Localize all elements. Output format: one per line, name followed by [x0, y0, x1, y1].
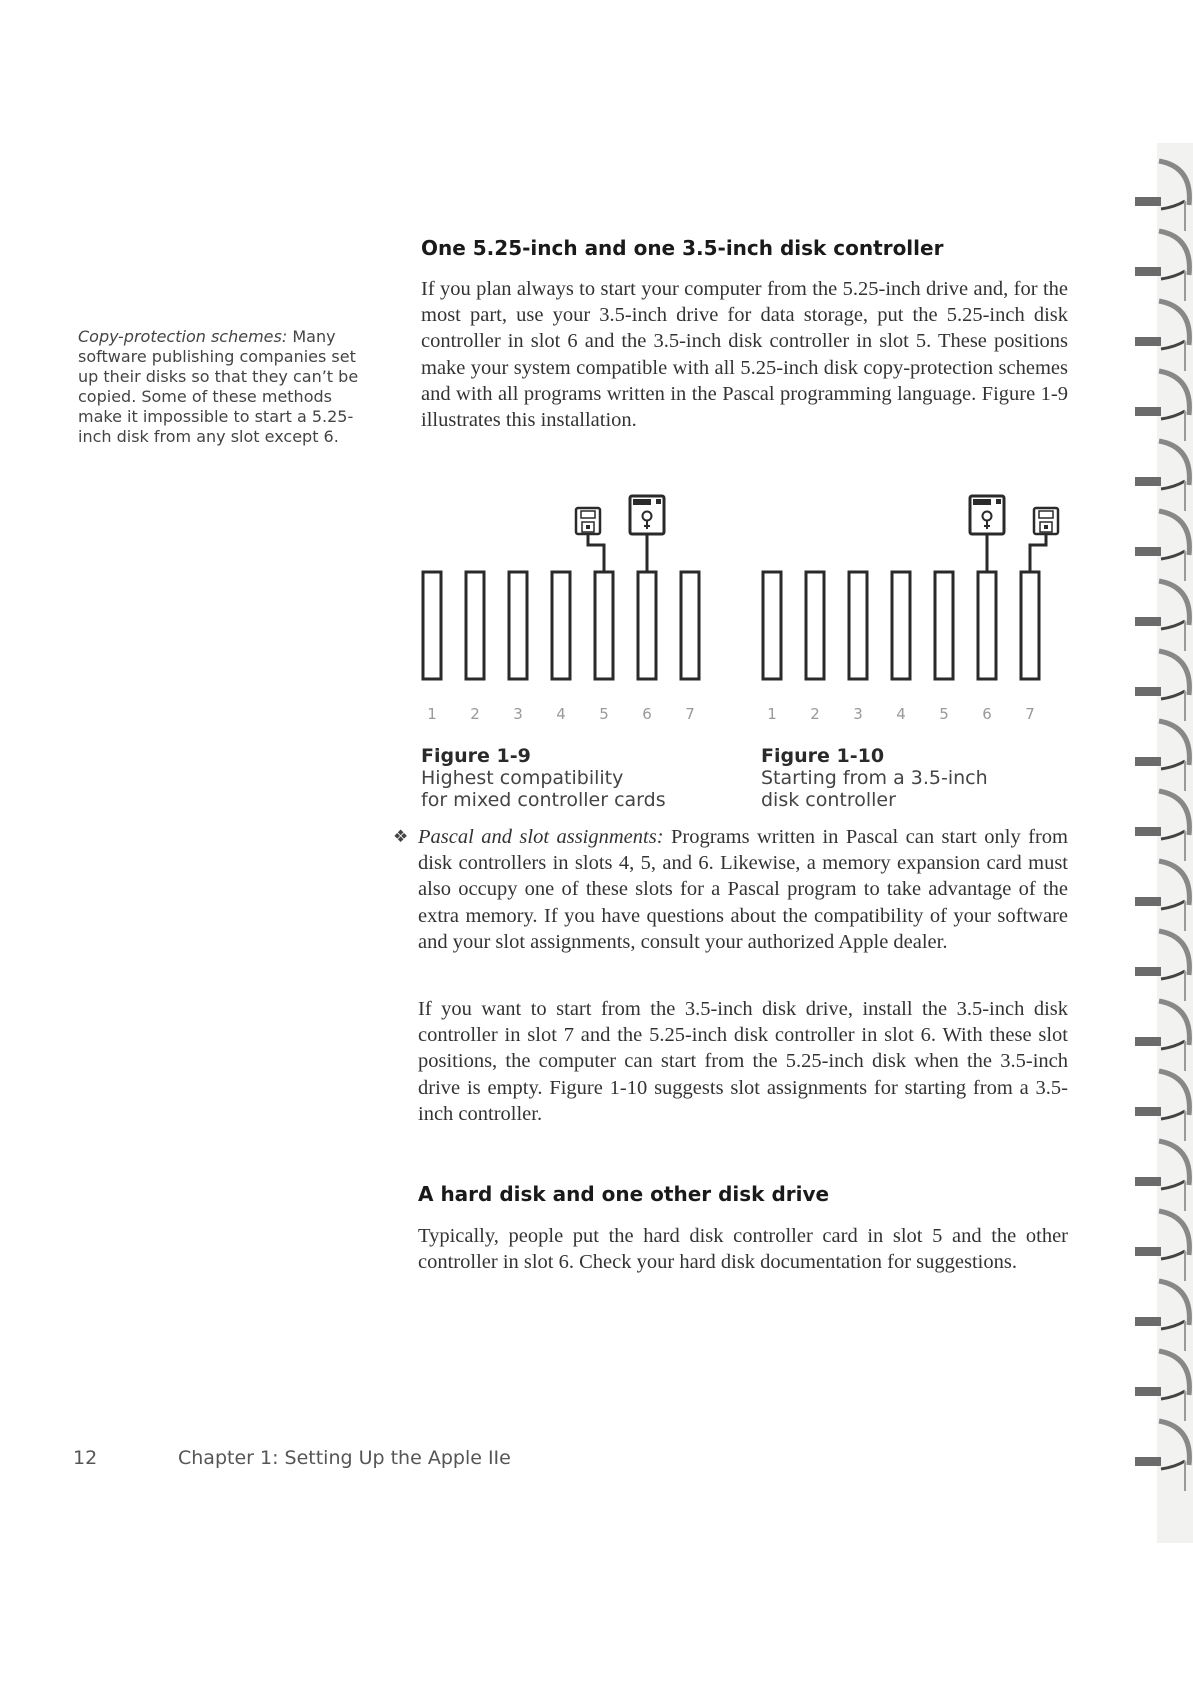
- figure-1-10-diagram: [758, 490, 1078, 730]
- fig10-slot-label-3: 3: [853, 705, 863, 723]
- pascal-note-text: Programs written in Pascal can start only from disk controllers in slots 4, 5, and 6. Likewise, a memory expansion card must also occupy one of these slots for a Pascal program to take advantage of the extra memory. If you have questions about the compatibility of your software and your slot assignments, consult your authorized Apple dealer.: [418, 826, 1069, 953]
- section-paragraph-controllers: If you plan always to start your computer from the 5.25-inch drive and, for the most part, use your 3.5-inch drive for data storage, put the 5.25-inch disk controller in slot 6 and the 3.5-inch disk controller in slot 5. These positions make your system compatible with all 5.25-inch disk copy-protection schemes and with all programs written in the Pascal programming language. Figure 1-9 illustrates this installation.: [421, 278, 1068, 432]
- fig10-slot-label-5: 5: [939, 705, 949, 723]
- fig9-slot-6: [638, 572, 656, 679]
- fig10-slot-label-6: 6: [982, 705, 992, 723]
- footer-chapter-title: Chapter 1: Setting Up the Apple IIe: [178, 1447, 511, 1469]
- fig9-slot-7: [681, 572, 699, 679]
- figure-1-10-slots: [763, 572, 1039, 679]
- fig10-slot-5: [935, 572, 953, 679]
- spiral-binding: [1135, 143, 1193, 1543]
- figure-1-10-caption-line2: disk controller: [761, 789, 896, 811]
- fig9-slot-3: [509, 572, 527, 679]
- page-number: 12: [73, 1447, 98, 1469]
- diamond-bullet-icon: ❖: [393, 827, 409, 846]
- pascal-note-lead: Pascal and slot assignments:: [418, 826, 664, 848]
- fig9-slot-label-6: 6: [642, 705, 652, 723]
- fig10-slot-1: [763, 572, 781, 679]
- figure-1-10-large-disk-icon: [970, 496, 1004, 572]
- fig10-slot-label-1: 1: [767, 705, 777, 723]
- paragraph-start-35: If you want to start from the 3.5-inch disk drive, install the 3.5-inch disk controller in slot 7 and the 5.25-inch disk controller in slot 6. With these slot positions, the computer can start from the 5.25-inch disk when the 3.5-inch drive is empty. Figure 1-10 suggests slot assignments for starting from a 3.5-inch controller.: [418, 998, 1068, 1125]
- fig9-slot-1: [423, 572, 441, 679]
- figure-1-9-diagram: [418, 490, 718, 730]
- fig10-slot-4: [892, 572, 910, 679]
- fig10-slot-label-7: 7: [1025, 705, 1035, 723]
- fig9-slot-label-3: 3: [513, 705, 523, 723]
- figure-1-9-caption-line2: for mixed controller cards: [421, 789, 666, 811]
- figure-1-10-title: Figure 1-10: [761, 745, 885, 767]
- figure-1-9-slots: [423, 572, 699, 679]
- fig10-slot-7: [1021, 572, 1039, 679]
- fig9-slot-label-1: 1: [427, 705, 437, 723]
- fig10-slot-6: [978, 572, 996, 679]
- fig10-slot-label-2: 2: [810, 705, 820, 723]
- figure-1-10-caption: [761, 745, 988, 811]
- figure-1-10-caption-line1: Starting from a 3.5-inch: [761, 767, 988, 789]
- fig9-slot-label-5: 5: [599, 705, 609, 723]
- fig10-slot-label-4: 4: [896, 705, 906, 723]
- figure-1-10-small-disk-icon: [1030, 508, 1058, 572]
- fig9-slot-2: [466, 572, 484, 679]
- figure-1-9-caption-line1: Highest compatibility: [421, 767, 624, 789]
- fig9-slot-label-4: 4: [556, 705, 566, 723]
- figure-1-9-slot-labels: [427, 705, 695, 723]
- section-heading-hard-disk: A hard disk and one other disk drive: [418, 1182, 830, 1206]
- fig9-slot-4: [552, 572, 570, 679]
- figure-1-9-title: Figure 1-9: [421, 745, 531, 767]
- fig10-slot-3: [849, 572, 867, 679]
- fig9-slot-5: [595, 572, 613, 679]
- margin-note-lead: Copy-protection schemes:: [78, 327, 288, 346]
- figure-1-9-small-disk-icon: [576, 508, 604, 572]
- section-heading-controllers: One 5.25-inch and one 3.5-inch disk controller: [421, 236, 944, 260]
- fig10-slot-2: [806, 572, 824, 679]
- margin-note-text: Many software publishing companies set up their disks so that they can’t be copied. Some of these methods make it impossible to start a 5.25-inch disk from any slot except 6.: [78, 327, 359, 446]
- fig9-slot-label-2: 2: [470, 705, 480, 723]
- figure-1-9-large-disk-icon: [630, 496, 664, 572]
- fig9-slot-label-7: 7: [685, 705, 695, 723]
- figure-1-10-slot-labels: [767, 705, 1035, 723]
- section-paragraph-hard-disk: Typically, people put the hard disk controller card in slot 5 and the other controller in slot 6. Check your hard disk documentation for suggestions.: [418, 1225, 1068, 1274]
- pascal-note: [393, 824, 1069, 955]
- margin-note: [78, 327, 378, 447]
- figure-1-9-caption: [421, 745, 666, 811]
